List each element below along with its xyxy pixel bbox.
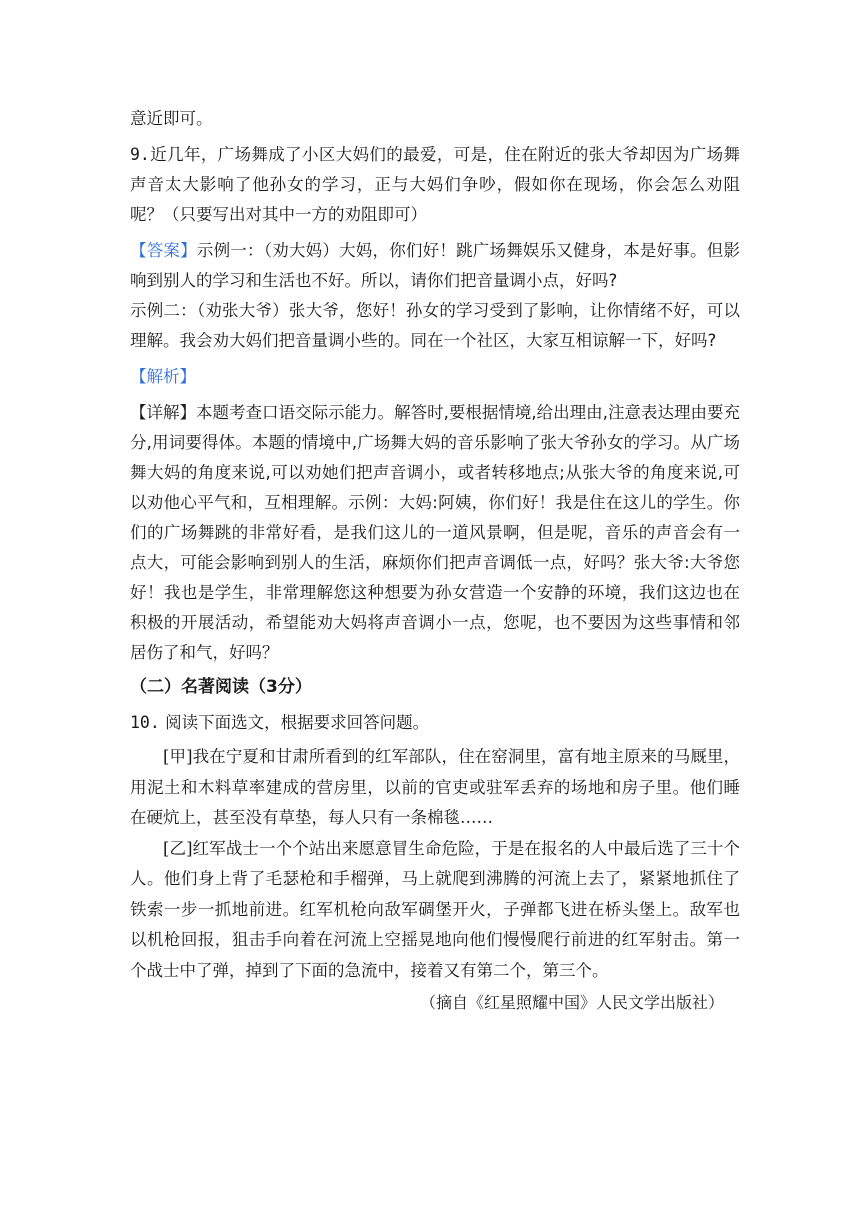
answer-tag: 【答案】	[130, 241, 197, 260]
answer-example-2: 示例二：（劝张大爷）张大爷，您好！孙女的学习受到了影响，让你情绪不好，可以理解。我会劝大妈们把音量调小些的。同在一个社区，大家互相谅解一下，好吗?	[130, 301, 740, 350]
answer-example-1: 示例一：（劝大妈）大妈，你们好！跳广场舞娱乐又健身，本是好事。但影响到别人的学习和生活也不好。所以，请你们把音量调小点，好吗?	[130, 241, 741, 290]
continuation-text: 意近即可。	[130, 109, 213, 128]
question-10	[130, 708, 740, 1018]
passage-source: （摘自《红星照耀中国》人民文学出版社）	[419, 993, 724, 1012]
detail-paragraph	[130, 398, 740, 668]
detail-text: 本题考查口语交际示能力。解答时,要根据情境,给出理由,注意表达理由要充分,用词要得体。本题的情境中,广场舞大妈的音乐影响了张大爷孙女的学习。从广场舞大妈的角度来说,可以劝她们把声音调小，或者转移地点;从张大爷的角度来说,可以劝他心平气和，互相理解。示例：大妈:阿姨，你们好！我是住在这儿的学生。你们的广场舞跳的非常好看，是我们这儿的一道风景啊，但是呢，音乐的声音会有一点大，可能会影响到别人的生活，麻烦你们把声音调低一点，好吗？张大爷:大爷您好！我也是学生，非常理解您这种想要为孙女营造一个安静的环境，我们这边也在积极的开展活动，希望能劝大妈将声音调小一点，您呢，也不要因为这些事情和邻居伤了和气，好吗？	[130, 403, 740, 662]
question-10-text: 阅读下面选文，根据要求回答问题。	[165, 713, 430, 732]
question-9	[130, 140, 740, 668]
question-10-number: 10.	[130, 713, 160, 732]
question-9-stem	[130, 140, 740, 230]
question-10-stem	[130, 708, 740, 738]
detail-tag: 【详解】	[130, 403, 197, 422]
answer-paragraph	[130, 236, 740, 296]
document-page	[130, 104, 740, 1018]
question-9-text: 近几年，广场舞成了小区大妈们的最爱，可是，住在附近的张大爷却因为广场舞声音太大影响了他孙女的学习，正与大妈们争吵，假如你在现场，你会怎么劝阻呢？（只要写出对其中一方的劝阻即可）	[130, 145, 740, 224]
passage-b: [乙]红军战士一个个站出来愿意冒生命危险，于是在报名的人中最后选了三十个人。他们身上背了毛瑟枪和手榴弹，马上就爬到沸腾的河流上去了，紧紧地抓住了铁索一步一抓地前进。红军机枪向敌军碉堡开火，子弹都飞进在桥头堡上。敌军也以机枪回报，狙击手向着在河流上空摇晃地向他们慢慢爬行前进的红军射击。第一个战士中了弹，掉到了下面的急流中，接着又有第二个，第三个。	[130, 838, 740, 980]
passage-a: [甲]我在宁夏和甘肃所看到的红军部队，住在窑洞里，富有地主原来的马厩里，用泥土和木料草率建成的营房里，以前的官吏或驻军丢弃的场地和房子里。他们睡在硬炕上，甚至没有草垫，每人只有一条棉毯……	[130, 747, 740, 827]
analysis-tag: 【解析】	[130, 367, 196, 386]
section-title: （二）名著阅读（3分）	[130, 677, 312, 697]
question-9-number: 9.	[130, 145, 150, 164]
